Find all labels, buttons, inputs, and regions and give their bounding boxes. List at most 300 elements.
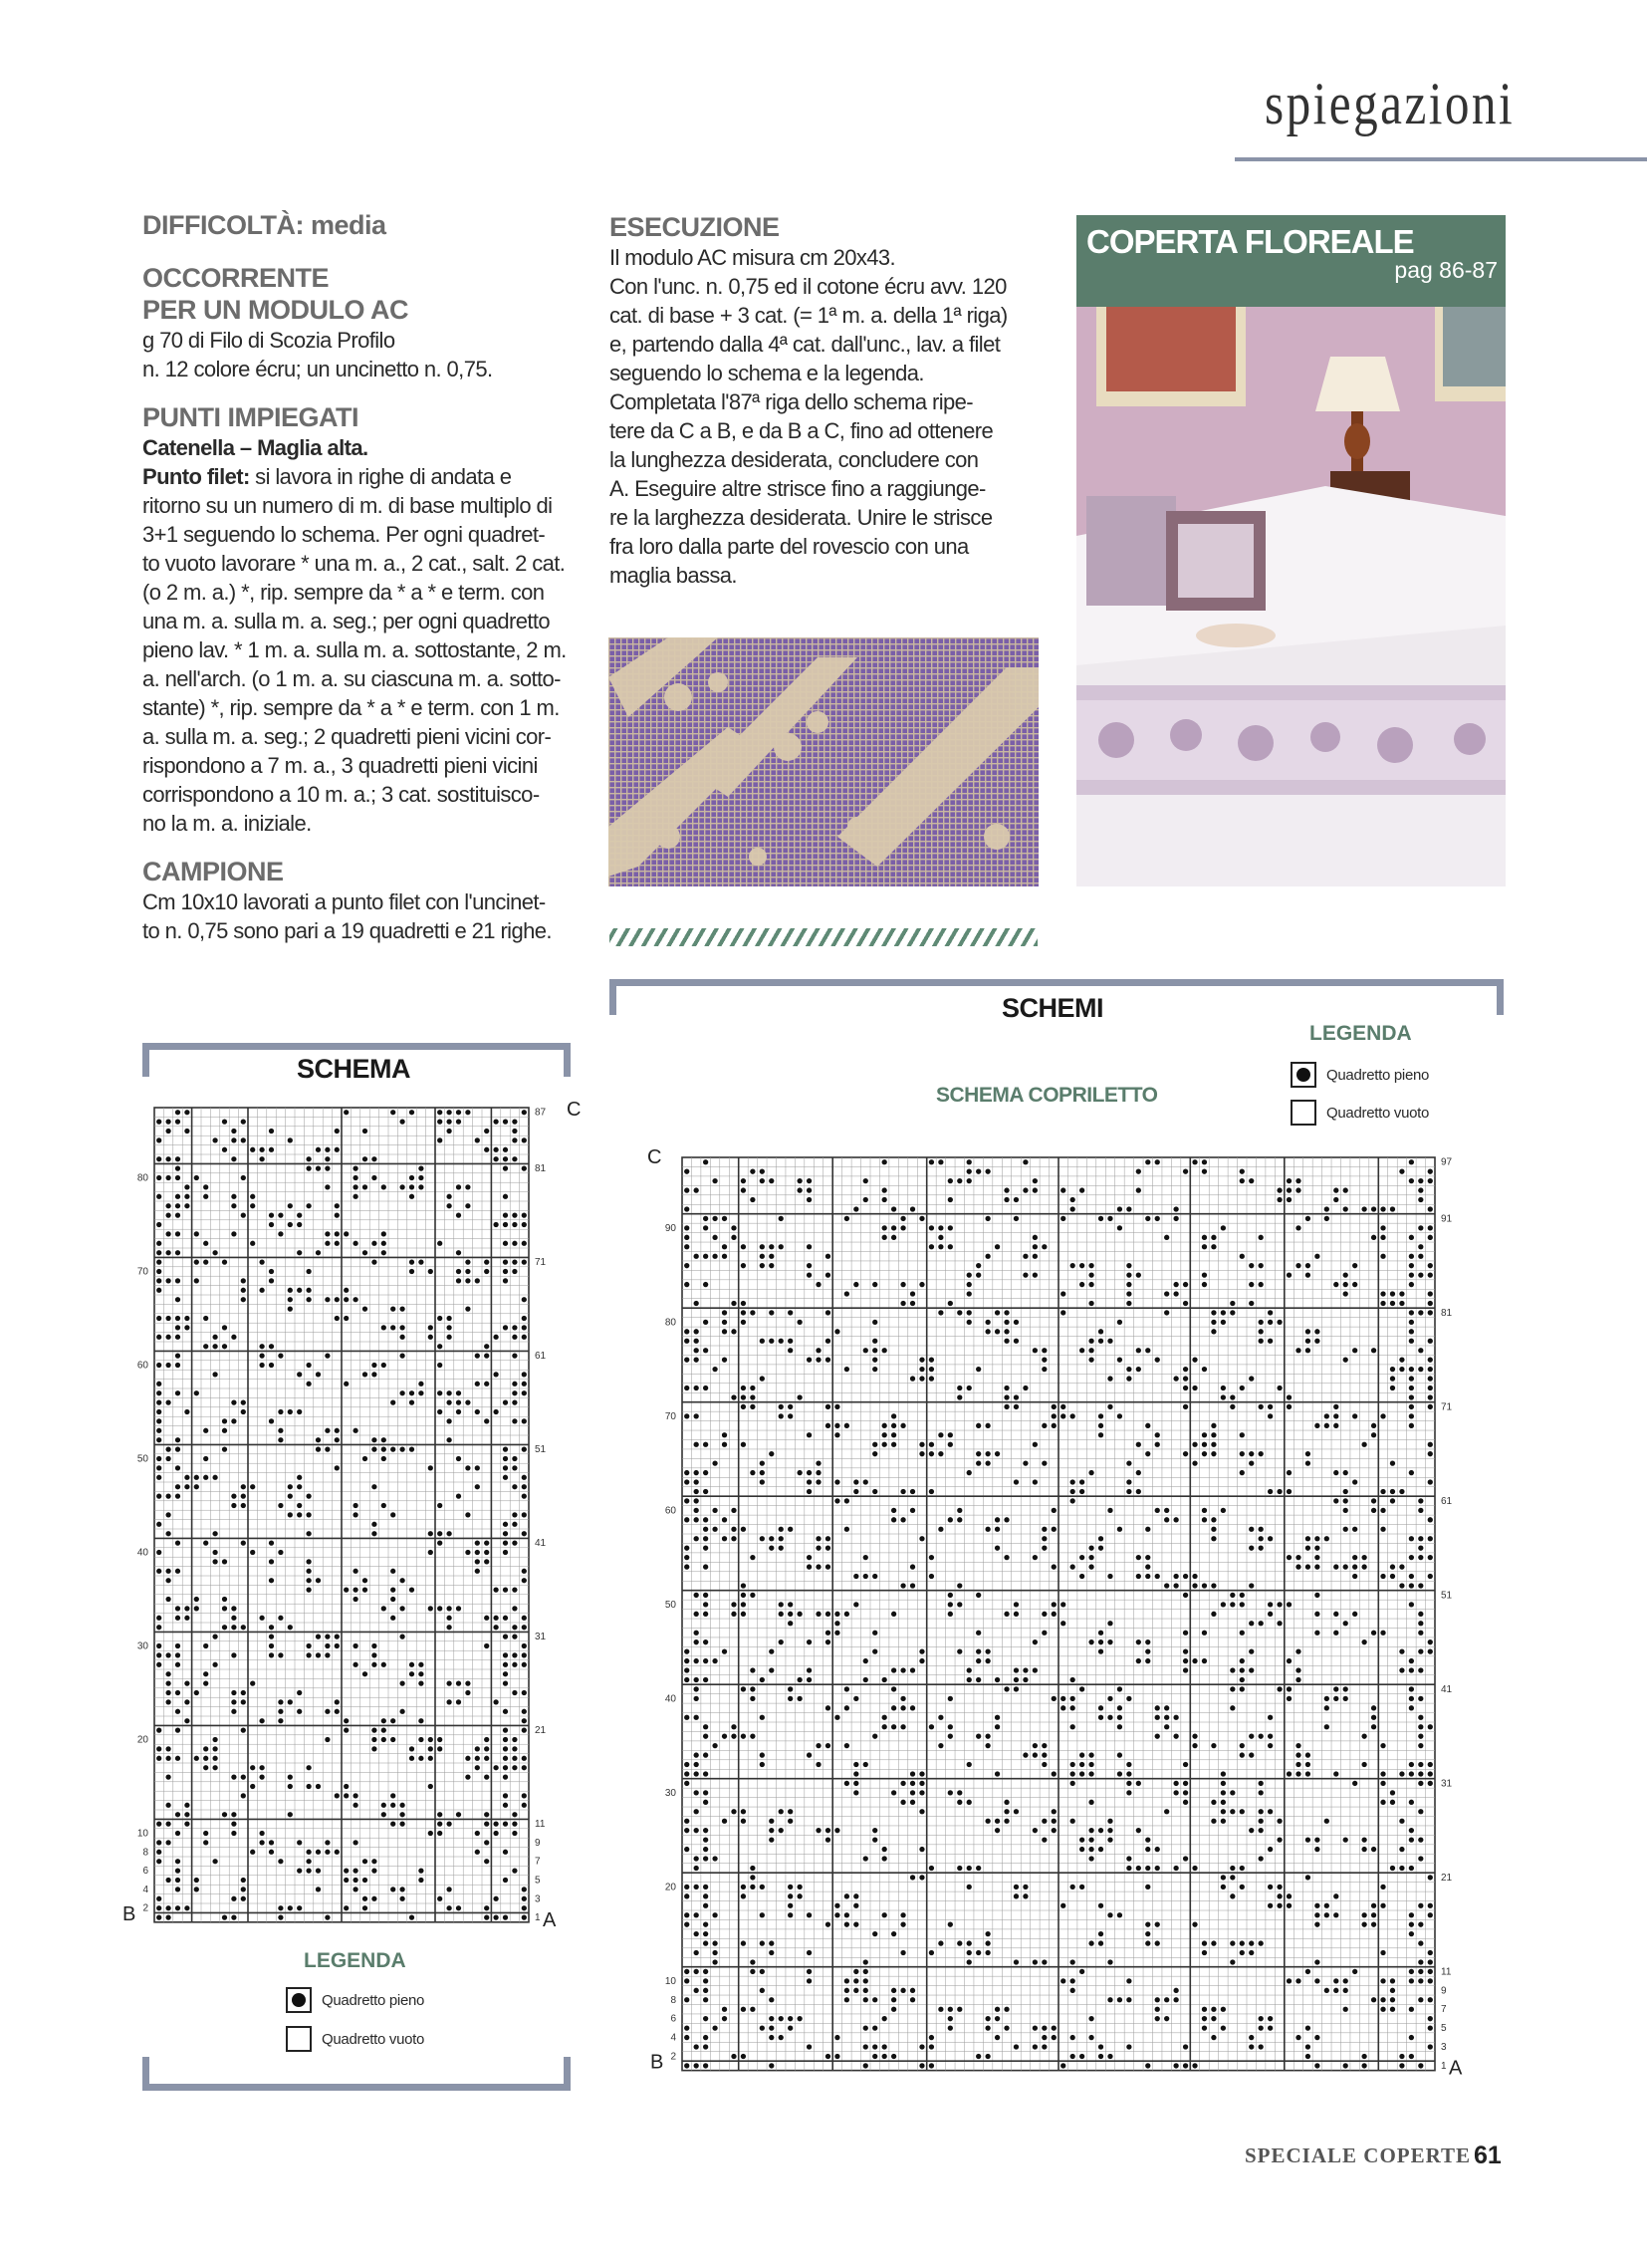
filled-stitch <box>684 1828 689 1833</box>
filled-stitch <box>1155 1508 1160 1513</box>
filled-stitch <box>1418 1197 1423 1202</box>
filled-stitch <box>882 1197 887 1202</box>
filled-stitch <box>957 1940 962 1945</box>
filled-stitch <box>522 1625 527 1630</box>
filled-stitch <box>825 1922 830 1927</box>
filled-stitch <box>769 1536 774 1541</box>
filled-stitch <box>844 1922 849 1927</box>
filled-stitch <box>1183 1376 1188 1381</box>
filled-stitch <box>985 1254 990 1259</box>
filled-stitch <box>703 1593 708 1598</box>
filled-stitch <box>731 1612 736 1617</box>
filled-stitch <box>891 1517 896 1522</box>
filled-stitch <box>1164 1715 1169 1720</box>
filled-stitch <box>306 1643 311 1648</box>
esecuzione-line: Il modulo AC misura cm 20x43. <box>609 245 896 270</box>
row-label-right: 87 <box>535 1107 547 1119</box>
filled-stitch <box>475 1540 480 1545</box>
filled-stitch <box>1428 1358 1433 1363</box>
filled-stitch <box>512 1259 517 1264</box>
filled-stitch <box>184 1484 189 1489</box>
filled-stitch <box>1052 1404 1057 1409</box>
filled-stitch <box>493 1616 498 1621</box>
filled-stitch <box>1399 1367 1404 1372</box>
filled-stitch <box>231 1821 236 1826</box>
filled-stitch <box>503 1165 508 1170</box>
filled-stitch <box>1409 1159 1414 1164</box>
filled-stitch <box>428 1325 433 1330</box>
filled-stitch <box>985 1216 990 1221</box>
filled-stitch <box>948 1696 953 1701</box>
filled-stitch <box>1428 1555 1433 1560</box>
filled-stitch <box>1409 1536 1414 1541</box>
filled-stitch <box>891 1686 896 1691</box>
filled-stitch <box>760 1263 765 1268</box>
row-label-left: 60 <box>664 1505 676 1517</box>
filled-stitch <box>325 1428 330 1433</box>
filled-stitch <box>995 1546 1000 1551</box>
filled-stitch <box>1088 1639 1093 1644</box>
filled-stitch <box>465 1278 470 1283</box>
filled-stitch <box>288 1812 293 1817</box>
filled-stitch <box>1023 1159 1028 1164</box>
filled-stitch <box>1230 1940 1235 1945</box>
filled-stitch <box>703 1639 708 1644</box>
filled-stitch <box>1418 1762 1423 1767</box>
filled-stitch <box>306 1868 311 1873</box>
filled-stitch <box>1164 1235 1169 1240</box>
filled-stitch <box>1287 1489 1292 1494</box>
filled-stitch <box>712 1508 717 1513</box>
filled-stitch <box>1126 1790 1131 1795</box>
filled-stitch <box>703 1922 708 1927</box>
filled-stitch <box>522 1137 527 1142</box>
filled-stitch <box>882 1423 887 1428</box>
filled-stitch <box>891 1724 896 1729</box>
filled-stitch <box>522 1297 527 1302</box>
filled-stitch <box>1240 1950 1245 1955</box>
filled-stitch <box>741 1602 746 1607</box>
filled-stitch <box>437 1737 442 1742</box>
filled-stitch <box>1136 1781 1141 1786</box>
filled-stitch <box>437 1344 442 1349</box>
filled-stitch <box>1183 1781 1188 1786</box>
filled-stitch <box>1088 1470 1093 1475</box>
filled-stitch <box>844 1893 849 1898</box>
filled-stitch <box>269 1625 274 1630</box>
filled-stitch <box>948 1301 953 1306</box>
filled-stitch <box>694 1639 699 1644</box>
filled-stitch <box>1136 1866 1141 1871</box>
filled-stitch <box>1380 1885 1385 1890</box>
filled-stitch <box>1014 2044 1019 2049</box>
filled-stitch <box>1098 1828 1103 1833</box>
filled-stitch <box>353 1803 357 1808</box>
filled-stitch <box>512 1156 517 1161</box>
filled-stitch <box>335 1634 340 1638</box>
filled-stitch <box>825 1546 830 1551</box>
filled-stitch <box>919 1771 924 1776</box>
filled-stitch <box>1117 1206 1122 1211</box>
filled-stitch <box>371 1446 376 1451</box>
filled-stitch <box>1070 1696 1075 1701</box>
filled-stitch <box>882 1225 887 1230</box>
filled-stitch <box>306 1569 311 1574</box>
filled-stitch <box>371 1746 376 1751</box>
filled-stitch <box>967 1178 972 1183</box>
filled-stitch <box>306 1288 311 1293</box>
filled-stitch <box>241 1409 246 1414</box>
filled-stitch <box>250 1147 255 1152</box>
filled-stitch <box>231 1129 236 1134</box>
filled-stitch <box>175 1569 180 1574</box>
filled-stitch <box>522 1718 527 1723</box>
filled-stitch <box>512 1418 517 1423</box>
filled-stitch <box>353 1165 357 1170</box>
filled-stitch <box>844 1978 849 1983</box>
filled-stitch <box>684 2063 689 2068</box>
filled-stitch <box>807 1479 812 1484</box>
filled-stitch <box>362 1250 367 1255</box>
filled-stitch <box>1277 1893 1282 1898</box>
filled-stitch <box>919 1358 924 1363</box>
punti-title: PUNTI IMPIEGATI <box>142 402 359 432</box>
filled-stitch <box>741 1310 746 1315</box>
filled-stitch <box>694 1771 699 1776</box>
filled-stitch <box>1042 1423 1047 1428</box>
filled-stitch <box>297 1475 302 1480</box>
filled-stitch <box>694 1686 699 1691</box>
filled-stitch <box>1088 1752 1093 1757</box>
filled-stitch <box>165 1699 170 1704</box>
filled-stitch <box>797 1696 802 1701</box>
filled-stitch <box>1428 1639 1433 1644</box>
filled-stitch <box>1259 1856 1264 1861</box>
filled-stitch <box>834 2054 839 2059</box>
filled-stitch <box>891 1931 896 1936</box>
filled-stitch <box>985 2016 990 2021</box>
filled-stitch <box>1418 1498 1423 1503</box>
filled-stitch <box>1399 1667 1404 1672</box>
filled-stitch <box>503 1446 508 1451</box>
filled-stitch <box>212 1250 217 1255</box>
filled-stitch <box>976 1423 981 1428</box>
filled-stitch <box>1305 1546 1310 1551</box>
filled-stitch <box>684 1244 689 1249</box>
filled-stitch <box>212 1634 217 1638</box>
row-label-right: 81 <box>535 1163 547 1175</box>
row-label-right: 41 <box>535 1538 547 1550</box>
filled-stitch <box>259 1156 264 1161</box>
filled-stitch <box>1409 1978 1414 1983</box>
filled-stitch <box>1155 1442 1160 1447</box>
filled-stitch <box>1023 1254 1028 1259</box>
filled-stitch <box>694 1508 699 1513</box>
filled-stitch <box>1173 1997 1178 2002</box>
filled-stitch <box>456 1456 461 1461</box>
filled-stitch <box>241 1896 246 1901</box>
filled-stitch <box>465 1184 470 1189</box>
filled-stitch <box>512 1465 517 1470</box>
filled-stitch <box>1060 2063 1065 2068</box>
filled-stitch <box>222 1559 227 1564</box>
filled-stitch <box>344 1297 349 1302</box>
filled-stitch <box>1060 1291 1065 1296</box>
row-label-right: 61 <box>535 1351 547 1363</box>
filled-stitch <box>335 1850 340 1855</box>
filled-stitch <box>807 1912 812 1917</box>
filled-stitch <box>288 1297 293 1302</box>
filled-stitch <box>1324 1819 1329 1824</box>
filled-stitch <box>722 1244 727 1249</box>
filled-stitch <box>165 1335 170 1340</box>
filled-stitch <box>465 1512 470 1517</box>
filled-stitch <box>1314 1423 1319 1428</box>
row-label-right: 11 <box>535 1819 546 1831</box>
filled-stitch <box>1014 1197 1019 1202</box>
filled-stitch <box>872 1734 877 1739</box>
filled-stitch <box>1183 1631 1188 1636</box>
filled-stitch <box>844 1612 849 1617</box>
filled-stitch <box>306 1297 311 1302</box>
filled-stitch <box>297 1690 302 1695</box>
schemi-legend-full-row <box>1291 1062 1429 1088</box>
filled-stitch <box>203 1746 208 1751</box>
filled-stitch <box>1305 1263 1310 1268</box>
filled-stitch <box>241 1625 246 1630</box>
filled-stitch <box>900 1922 905 1927</box>
row-label-left: 40 <box>136 1547 148 1559</box>
filled-stitch <box>863 1658 868 1663</box>
filled-stitch <box>731 1225 736 1230</box>
filled-stitch <box>891 1225 896 1230</box>
filled-stitch <box>938 1235 943 1240</box>
filled-stitch <box>1183 1169 1188 1174</box>
filled-stitch <box>1333 1631 1338 1636</box>
filled-stitch <box>437 1119 442 1124</box>
filled-stitch <box>269 1212 274 1217</box>
filled-stitch <box>1098 1329 1103 1334</box>
filled-stitch <box>929 1244 934 1249</box>
filled-stitch <box>872 1648 877 1653</box>
filled-stitch <box>1409 1705 1414 1710</box>
filled-stitch <box>165 1578 170 1583</box>
filled-stitch <box>194 1390 199 1395</box>
filled-stitch <box>1305 1771 1310 1776</box>
filled-stitch <box>1230 1893 1235 1898</box>
filled-stitch <box>900 1301 905 1306</box>
filled-stitch <box>1211 1536 1216 1541</box>
filled-stitch <box>1098 1216 1103 1221</box>
filled-stitch <box>929 1950 934 1955</box>
filled-stitch <box>1287 1893 1292 1898</box>
filled-stitch <box>522 1914 527 1919</box>
filled-stitch <box>306 1559 311 1564</box>
filled-stitch <box>512 1382 517 1386</box>
filled-stitch <box>1230 1809 1235 1814</box>
filled-stitch <box>703 1612 708 1617</box>
legend-empty-row <box>286 2026 424 2052</box>
filled-stitch <box>1418 1940 1423 1945</box>
filled-stitch <box>891 1988 896 1993</box>
filled-stitch <box>929 2063 934 2068</box>
filled-stitch <box>1088 1263 1093 1268</box>
filled-stitch <box>985 1819 990 1824</box>
filled-stitch <box>165 1399 170 1404</box>
filled-stitch <box>522 1259 527 1264</box>
filled-stitch <box>165 1363 170 1368</box>
filled-stitch <box>381 1718 386 1723</box>
filled-stitch <box>512 1662 517 1667</box>
filled-stitch <box>175 1165 180 1170</box>
filled-stitch <box>976 1593 981 1598</box>
filled-stitch <box>1033 1442 1038 1447</box>
filled-stitch <box>1428 1781 1433 1786</box>
filled-stitch <box>882 1677 887 1682</box>
filled-stitch <box>1314 1612 1319 1617</box>
filled-stitch <box>1249 1263 1254 1268</box>
filled-stitch <box>456 1119 461 1124</box>
filled-stitch <box>750 1197 755 1202</box>
filled-stitch <box>1183 1574 1188 1579</box>
filled-stitch <box>760 1969 765 1974</box>
filled-stitch <box>1004 1404 1009 1409</box>
filled-stitch <box>456 1250 461 1255</box>
filled-stitch <box>1098 2044 1103 2049</box>
filled-stitch <box>750 1686 755 1691</box>
filled-stitch <box>684 1677 689 1682</box>
filled-stitch <box>1136 1272 1141 1277</box>
filled-stitch <box>760 1677 765 1682</box>
filled-stitch <box>212 1335 217 1340</box>
filled-stitch <box>722 1536 727 1541</box>
filled-stitch <box>325 1850 330 1855</box>
filled-stitch <box>910 1988 915 1993</box>
filled-stitch <box>1173 1866 1178 1871</box>
feature-title: COPERTA FLOREALE <box>1086 223 1414 260</box>
filled-stitch <box>1268 1320 1273 1325</box>
filled-stitch <box>381 1503 386 1508</box>
filled-stitch <box>1117 1413 1122 1418</box>
filled-stitch <box>853 1903 858 1908</box>
filled-stitch <box>353 1662 357 1667</box>
filled-stitch <box>1352 1348 1357 1353</box>
esecuzione-title: ESECUZIONE <box>609 212 780 242</box>
filled-stitch <box>731 1602 736 1607</box>
filled-stitch <box>779 1546 784 1551</box>
filled-stitch <box>512 1119 517 1124</box>
filled-stitch <box>1268 2016 1273 2021</box>
filled-stitch <box>1409 1922 1414 1927</box>
filled-stitch <box>882 1856 887 1861</box>
filled-stitch <box>390 1306 395 1311</box>
filled-dot-icon <box>1296 1068 1310 1082</box>
filled-stitch <box>957 1648 962 1653</box>
filled-stitch <box>231 1812 236 1817</box>
filled-stitch <box>694 1866 699 1871</box>
filled-stitch <box>816 1564 821 1569</box>
filled-stitch <box>731 1536 736 1541</box>
filled-stitch <box>967 1885 972 1890</box>
filled-stitch <box>863 1997 868 2002</box>
filled-stitch <box>437 1531 442 1536</box>
filled-stitch <box>1014 1893 1019 1898</box>
filled-stitch <box>1399 2054 1404 2059</box>
filled-stitch <box>891 1612 896 1617</box>
filled-stitch <box>241 1727 246 1732</box>
filled-stitch <box>872 2025 877 2030</box>
filled-stitch <box>1145 1574 1150 1579</box>
filled-stitch <box>1259 1809 1264 1814</box>
filled-stitch <box>259 1774 264 1779</box>
filled-stitch <box>910 1997 915 2002</box>
filled-stitch <box>1287 1771 1292 1776</box>
filled-stitch <box>484 1382 489 1386</box>
filled-stitch <box>1033 1479 1038 1484</box>
filled-stitch <box>1202 1235 1207 1240</box>
filled-stitch <box>1399 1866 1404 1871</box>
filled-stitch <box>175 1194 180 1199</box>
filled-stitch <box>957 1508 962 1513</box>
filled-stitch <box>269 1344 274 1349</box>
filled-stitch <box>437 1746 442 1751</box>
filled-stitch <box>788 1885 793 1890</box>
filled-stitch <box>1418 1621 1423 1626</box>
filled-stitch <box>722 2016 727 2021</box>
filled-stitch <box>222 1597 227 1602</box>
filled-stitch <box>1145 1648 1150 1653</box>
filled-stitch <box>1240 1602 1245 1607</box>
filled-stitch <box>231 1606 236 1611</box>
filled-stitch <box>212 1765 217 1770</box>
filled-stitch <box>1428 1206 1433 1211</box>
filled-stitch <box>938 1225 943 1230</box>
punto-filet-line: a. nell'arch. (o 1 m. a. su ciascuna m. a. sotto- <box>142 666 561 691</box>
filled-stitch <box>316 1578 321 1583</box>
filled-stitch <box>872 1828 877 1833</box>
filled-stitch <box>316 1634 321 1638</box>
filled-stitch <box>446 1680 451 1685</box>
filled-stitch <box>1079 1187 1084 1192</box>
filled-stitch <box>807 1950 812 1955</box>
filled-stitch <box>1268 1413 1273 1418</box>
filled-stitch <box>1136 1348 1141 1353</box>
filled-stitch <box>156 1914 161 1919</box>
filled-stitch <box>1183 1648 1188 1653</box>
filled-stitch <box>891 1432 896 1437</box>
filled-stitch <box>1079 1263 1084 1268</box>
filled-stitch <box>900 1800 905 1805</box>
filled-stitch <box>1136 1639 1141 1644</box>
filled-stitch <box>231 1774 236 1779</box>
filled-stitch <box>1192 2063 1197 2068</box>
filled-stitch <box>241 1493 246 1498</box>
filled-stitch <box>1052 1809 1057 1814</box>
filled-stitch <box>1230 1705 1235 1710</box>
filled-stitch <box>1060 1216 1065 1221</box>
filled-stitch <box>891 1413 896 1418</box>
filled-stitch <box>1249 2044 1254 2049</box>
filled-stitch <box>306 1652 311 1657</box>
filled-stitch <box>948 2007 953 2012</box>
filled-stitch <box>1088 1546 1093 1551</box>
filled-stitch <box>853 1781 858 1786</box>
filled-stitch <box>1361 2054 1366 2059</box>
filled-stitch <box>1023 1677 1028 1682</box>
filled-stitch <box>1259 1263 1264 1268</box>
filled-stitch <box>222 1259 227 1264</box>
filled-stitch <box>1371 1432 1376 1437</box>
